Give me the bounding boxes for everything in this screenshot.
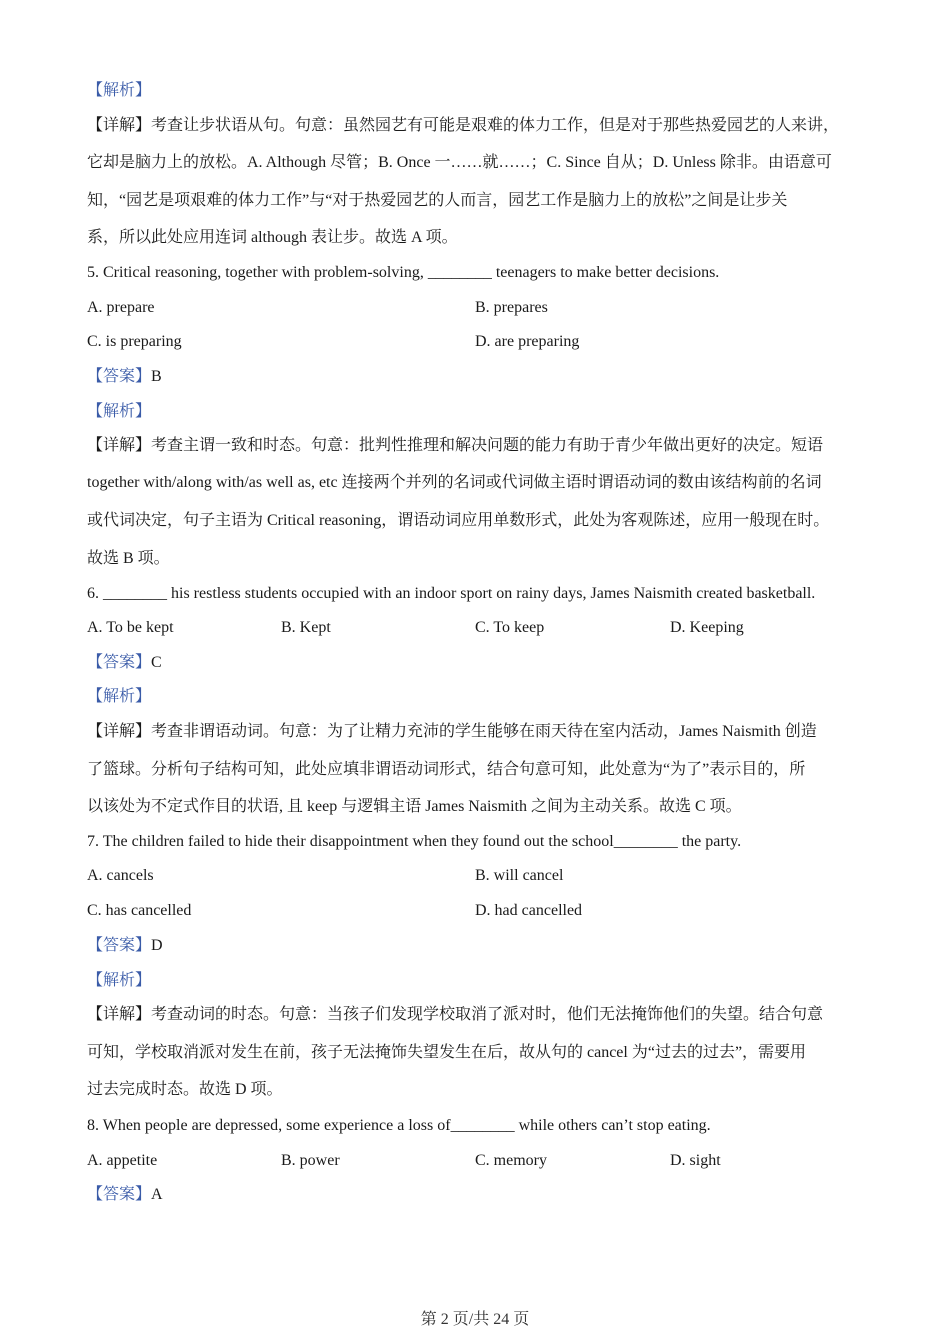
q5-option-b: B. prepares [475, 299, 548, 316]
q6-option-d: D. Keeping [670, 619, 744, 636]
q5-option-c: C. is preparing [87, 333, 182, 350]
q7-detail-line-3: 过去完成时态。故选 D 项。 [87, 1081, 283, 1098]
q5-stem: 5. Critical reasoning, together with problem-solving, ________ teenagers to make better decisions. [87, 264, 720, 281]
q7-option-b: B. will cancel [475, 867, 564, 884]
q7-answer [87, 936, 163, 956]
q4-detail-line-3: 知，“园艺是项艰难的体力工作”与“对于热爱园艺的人而言，园艺工作是脑力上的放松”之间是让步关 [87, 192, 788, 209]
analysis-label: 【解析】 [87, 972, 152, 989]
q8-answer [87, 1185, 163, 1205]
q7-answer-value: D [151, 937, 163, 954]
answer-label: 【答案】 [87, 1186, 152, 1203]
answer-label: 【答案】 [87, 937, 152, 954]
analysis-label: 【解析】 [87, 82, 152, 99]
q8-option-b: B. power [281, 1152, 340, 1169]
q5-option-d: D. are preparing [475, 333, 580, 350]
q8-answer-value: A [151, 1186, 163, 1203]
q5-detail-line-4: 故选 B 项。 [87, 550, 170, 567]
q5-answer-value: B [151, 368, 162, 385]
q6-option-c: C. To keep [475, 619, 545, 636]
q7-option-a: A. cancels [87, 867, 154, 884]
q4-detail-line-1: 【详解】考查让步状语从句。句意：虽然园艺有可能是艰难的体力工作，但是对于那些热爱园艺的人来讲， [87, 117, 840, 134]
q6-option-a: A. To be kept [87, 619, 174, 636]
q8-option-d: D. sight [670, 1152, 721, 1169]
q6-detail-line-2: 了篮球。分析句子结构可知，此处应填非谓语动词形式，结合句意可知，此处意为“为了”表示目的，所 [87, 761, 806, 778]
q7-option-d: D. had cancelled [475, 902, 583, 919]
q7-detail-line-2: 可知，学校取消派对发生在前，孩子无法掩饰失望发生在后，故从句的 cancel 为“过去的过去”，需要用 [87, 1044, 807, 1061]
answer-label: 【答案】 [87, 654, 152, 671]
q4-detail-line-2: 它却是脑力上的放松。A. Although 尽管；B. Once 一……就……；C. Since 自从；D. Unless 除非。由语意可 [87, 154, 832, 171]
analysis-label: 【解析】 [87, 403, 152, 420]
q6-detail-line-1: 【详解】考查非谓语动词。句意：为了让精力充沛的学生能够在雨天待在室内活动，James Naismith 创造 [87, 723, 817, 740]
q7-stem: 7. The children failed to hide their disappointment when they found out the school________ the party. [87, 833, 742, 850]
q5-option-a: A. prepare [87, 299, 155, 316]
q6-answer-value: C [151, 654, 162, 671]
q7-detail-line-1: 【详解】考查动词的时态。句意：当孩子们发现学校取消了派对时，他们无法掩饰他们的失望。结合句意 [87, 1006, 824, 1023]
q8-stem: 8. When people are depressed, some experience a loss of________ while others can’t stop eating. [87, 1117, 711, 1134]
q5-detail-line-1: 【详解】考查主谓一致和时态。句意：批判性推理和解决问题的能力有助于青少年做出更好的决定。短语 [87, 437, 824, 454]
q6-answer [87, 653, 162, 673]
q5-detail-line-2: together with/along with/as well as, etc 连接两个并列的名词或代词做主语时谓语动词的数由该结构前的名词 [87, 474, 822, 491]
q5-answer [87, 367, 162, 387]
q8-option-a: A. appetite [87, 1152, 158, 1169]
q7-option-c: C. has cancelled [87, 902, 192, 919]
q8-option-c: C. memory [475, 1152, 547, 1169]
page-number: 第 2 页/共 24 页 [420, 1311, 530, 1328]
q4-detail-line-4: 系，所以此处应用连词 although 表让步。故选 A 项。 [87, 229, 458, 246]
q6-detail-line-3: 以该处为不定式作目的状语, 且 keep 与逻辑主语 James Naismith 之间为主动关系。故选 C 项。 [87, 798, 742, 815]
q5-detail-line-3: 或代词决定，句子主语为 Critical reasoning，谓语动词应用单数形式，此处为客观陈述，应用一般现在时。 [87, 512, 830, 529]
answer-label: 【答案】 [87, 368, 152, 385]
q6-option-b: B. Kept [281, 619, 331, 636]
analysis-label: 【解析】 [87, 688, 152, 705]
q6-stem: 6. ________ his restless students occupied with an indoor sport on rainy days, James Naismith created basketball. [87, 585, 816, 602]
